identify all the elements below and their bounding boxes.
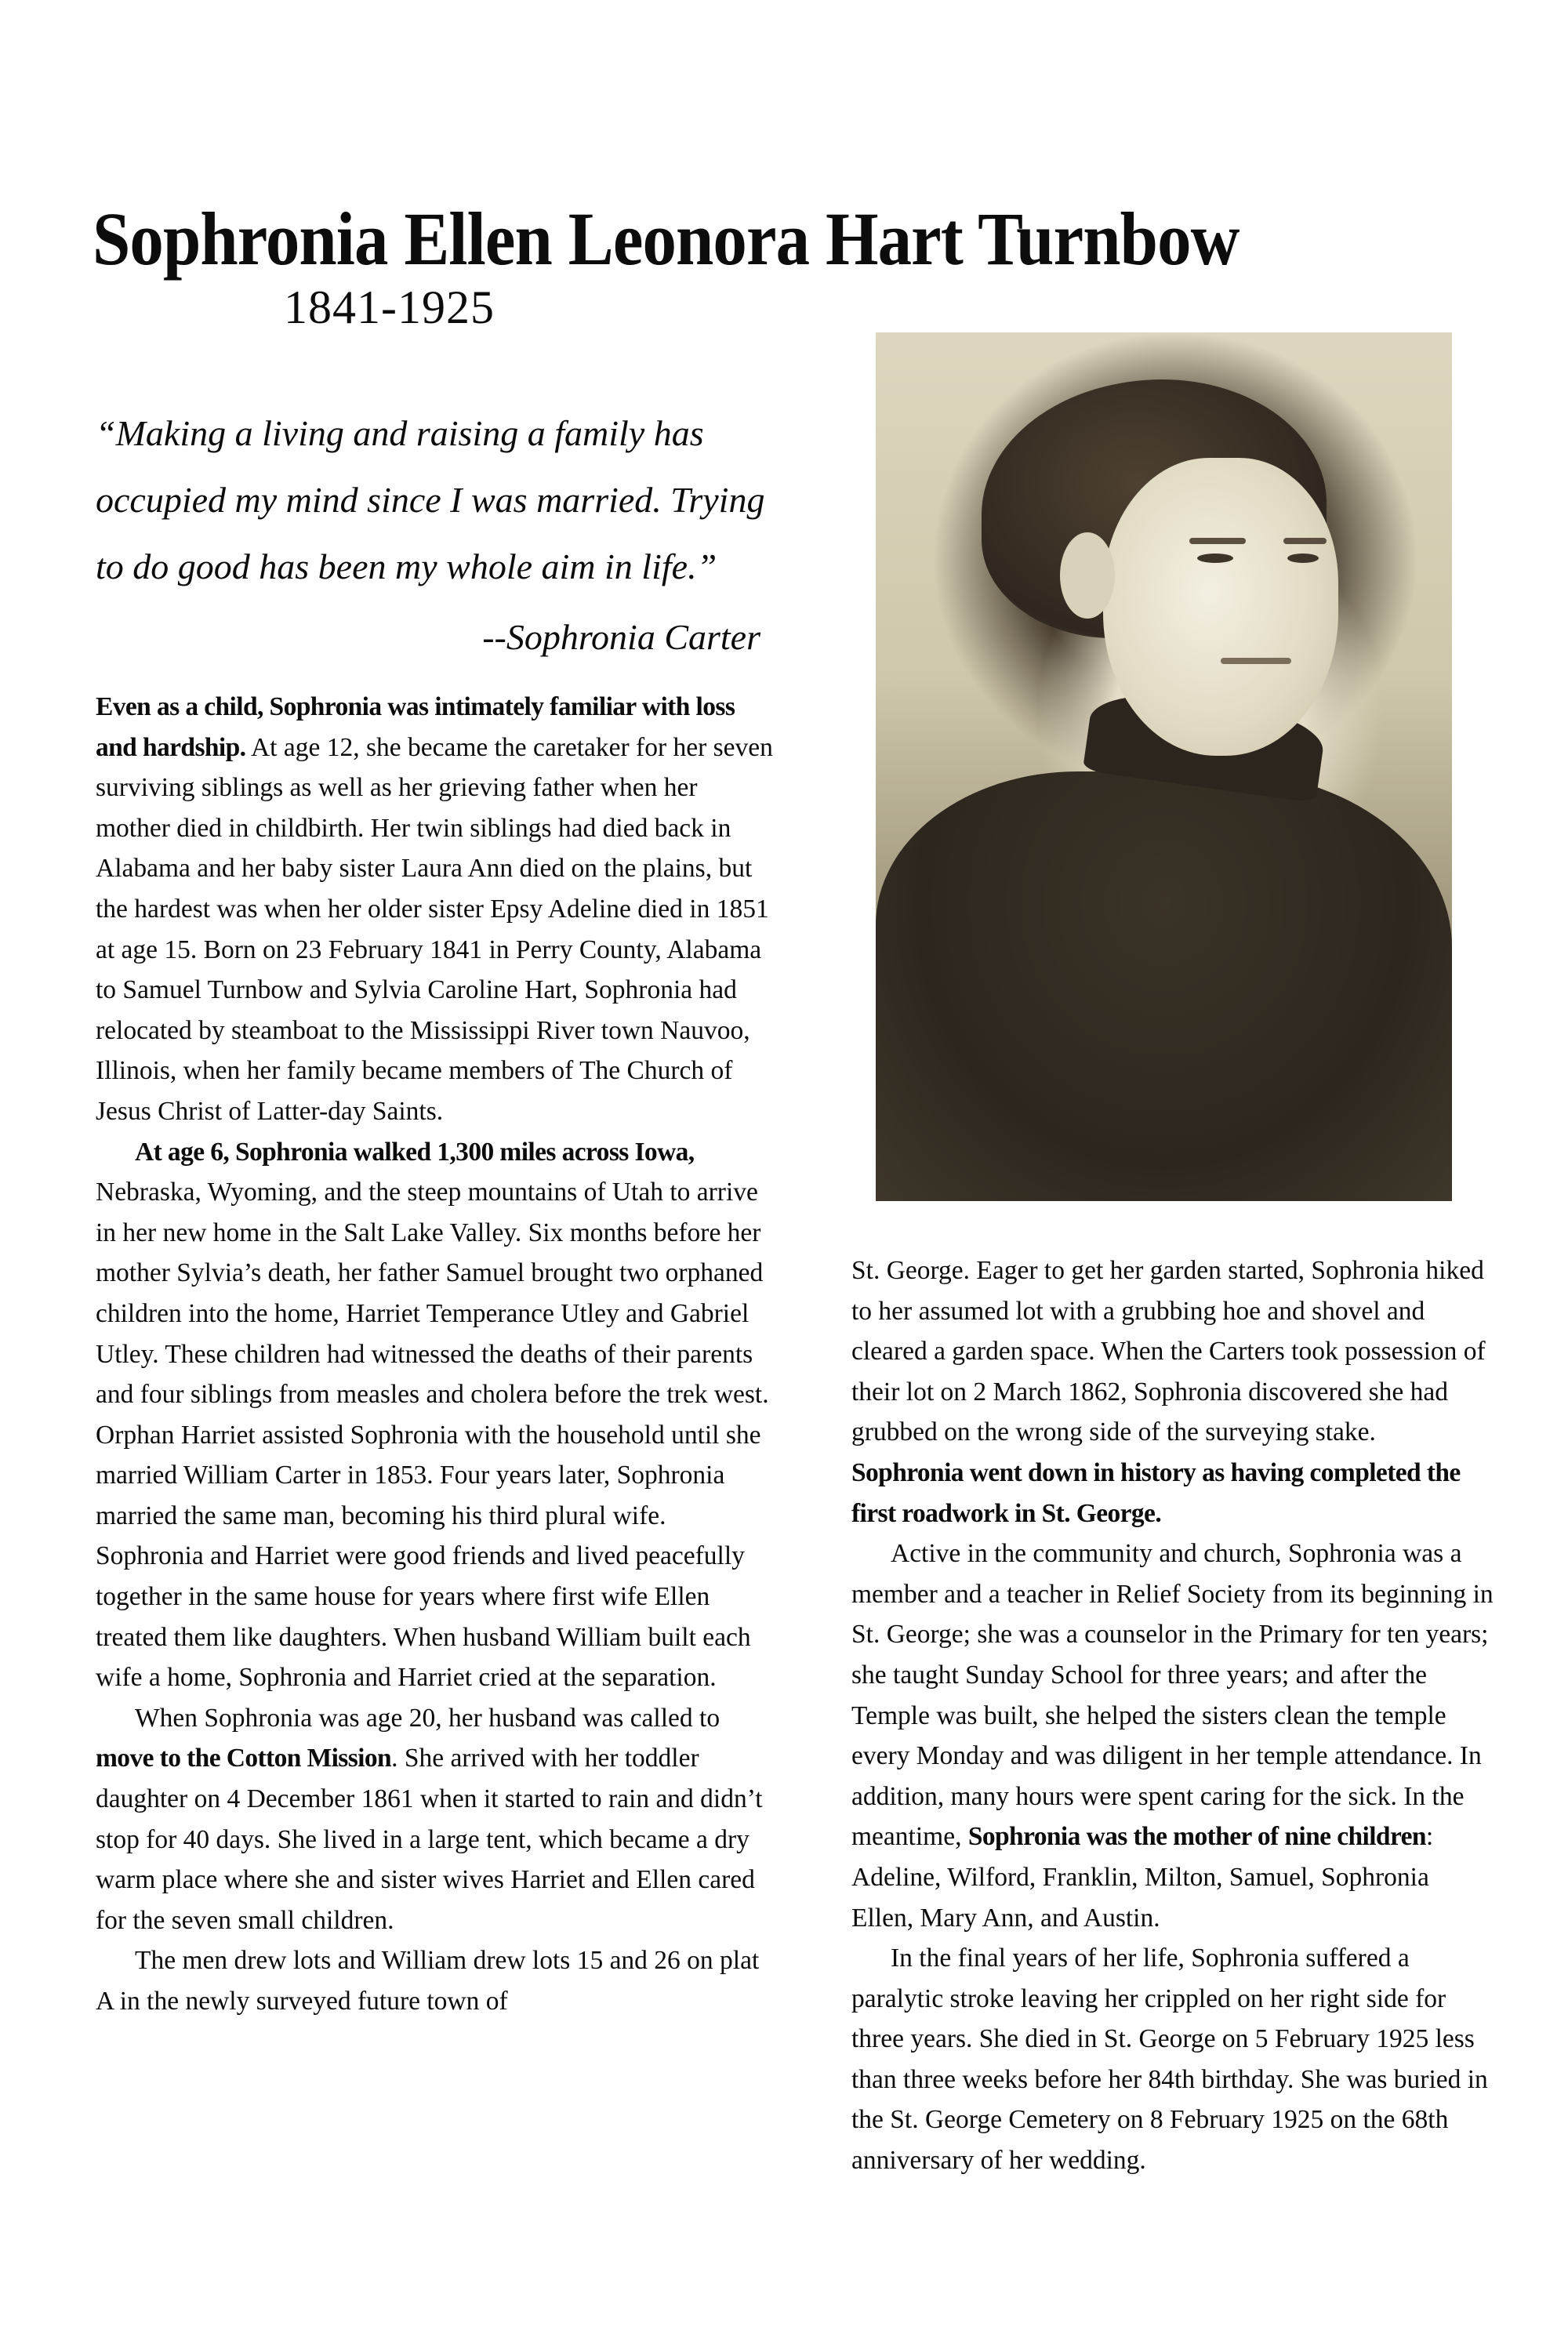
body-paragraph: [96, 687, 778, 1132]
portrait-eye: [1287, 554, 1319, 563]
portrait-ear: [1060, 532, 1115, 619]
body-paragraph: [96, 1940, 778, 2021]
body-column-right: [851, 1250, 1494, 2181]
body-column-left: [96, 687, 778, 2022]
pull-quote: [96, 400, 778, 600]
bold-highlight-text: move to the Cotton Mission: [96, 1744, 392, 1773]
body-text: Nebraska, Wyoming, and the steep mountains of Utah to arrive in her new home in the Salt Lake Valley. Six months before her mother Sylvia’s death, her father Samuel brought two orphaned children into the home, Harriet Temperance Utley and Gabriel Utley. These children had witnessed the deaths of their parents and four siblings from measles and cholera before the trek west. Orphan Harriet assisted Sophronia with the household until she married William Carter in 1853. Four years later, Sophronia married the same man, becoming his third plural wife. Sophronia and Harriet were good friends and lived peacefully together in the same house for years where first wife Ellen treated them like daughters. When husband William built each wife a home, Sophronia and Harriet cried at the separation.: [96, 1178, 769, 1693]
portrait-mouth: [1221, 658, 1291, 664]
body-text: . She arrived with her toddler daughter on 4 December 1861 when it started to rain and didn’t stop for 40 days. She lived in a large tent, which became a dry warm place where she and sister wives Harriet and Ellen cared for the seven small children.: [96, 1744, 763, 1935]
body-paragraph: [96, 1698, 778, 1941]
bold-highlight-text: Sophronia went down in history as having completed the first roadwork in St. George.: [851, 1457, 1461, 1528]
body-text: The men drew lots and William drew lots 15 and 26 on plat A in the newly surveyed future town of: [96, 1946, 760, 2016]
portrait-face: [1103, 458, 1338, 756]
body-text: When Sophronia was age 20, her husband was called to: [135, 1703, 720, 1733]
portrait-photo: [876, 332, 1452, 1201]
body-text: In the final years of her life, Sophronia suffered a paralytic stroke leaving her crippled on her right side for three years. She died in St. George on 5 February 1925 less than three weeks before her 84th birthday. She was buried in the St. George Cemetery on 8 February 1925 on the 68th anniversary of her wedding.: [851, 1944, 1488, 2176]
body-text: At age 12, she became the caretaker for her seven surviving siblings as well as her grieving father when her mother died in childbirth. Her twin siblings had died back in Alabama and her baby sister Laura Ann died on the plains, but the hardest was when her older sister Epsy Adeline died in 1851 at age 15. Born on 23 February 1841 in Perry County, Alabama to Samuel Turnbow and Sylvia Caroline Hart, Sophronia had relocated by steamboat to the Mississippi River town Nauvoo, Illinois, when her family became members of The Church of Jesus Christ of Latter-day Saints.: [96, 732, 773, 1126]
bold-highlight-text: Even as a child, Sophronia was intimately familiar with loss and hardship.: [96, 692, 735, 762]
portrait-eye: [1197, 554, 1233, 563]
quote-line: “Making a living and raising a family has: [96, 413, 704, 453]
quote-line: occupied my mind since I was married. Trying: [96, 480, 765, 520]
quote-attribution: --Sophronia Carter: [482, 617, 760, 657]
portrait-dress: [876, 771, 1452, 1201]
body-paragraph: [96, 1132, 778, 1698]
portrait-brow: [1283, 538, 1327, 544]
body-text: St. George. Eager to get her garden started, Sophronia hiked to her assumed lot with a grubbing hoe and shovel and cleared a garden space. When the Carters took possession of their lot on 2 March 1862, Sophronia discovered she had grubbed on the wrong side of the surveying stake.: [851, 1256, 1486, 1447]
body-text: : Adeline, Wilford, Franklin, Milton, Samuel, Sophronia Ellen, Mary Ann, and Austin.: [851, 1822, 1434, 1933]
quote-line: to do good has been my whole aim in life.”: [96, 546, 717, 586]
body-text: Active in the community and church, Sophronia was a member and a teacher in Relief Society from its beginning in St. George; she was a counselor in the Primary for ten years; she taught Sunday School for three years; and after the Temple was built, she helped the sisters clean the temple every Monday and was diligent in her temple attendance. In addition, many hours were spent caring for the sick. In the meantime,: [851, 1539, 1494, 1852]
life-dates: 1841-1925: [284, 281, 495, 333]
bold-highlight-text: At age 6, Sophronia walked 1,300 miles across Iowa,: [135, 1137, 695, 1167]
body-paragraph: [851, 1534, 1494, 1938]
bold-highlight-text: Sophronia was the mother of nine children: [967, 1822, 1426, 1852]
body-paragraph: [851, 1938, 1494, 2181]
page-title: Sophronia Ellen Leonora Hart Turnbow: [93, 197, 1240, 281]
portrait-brow: [1189, 538, 1246, 544]
body-paragraph: [851, 1250, 1494, 1534]
